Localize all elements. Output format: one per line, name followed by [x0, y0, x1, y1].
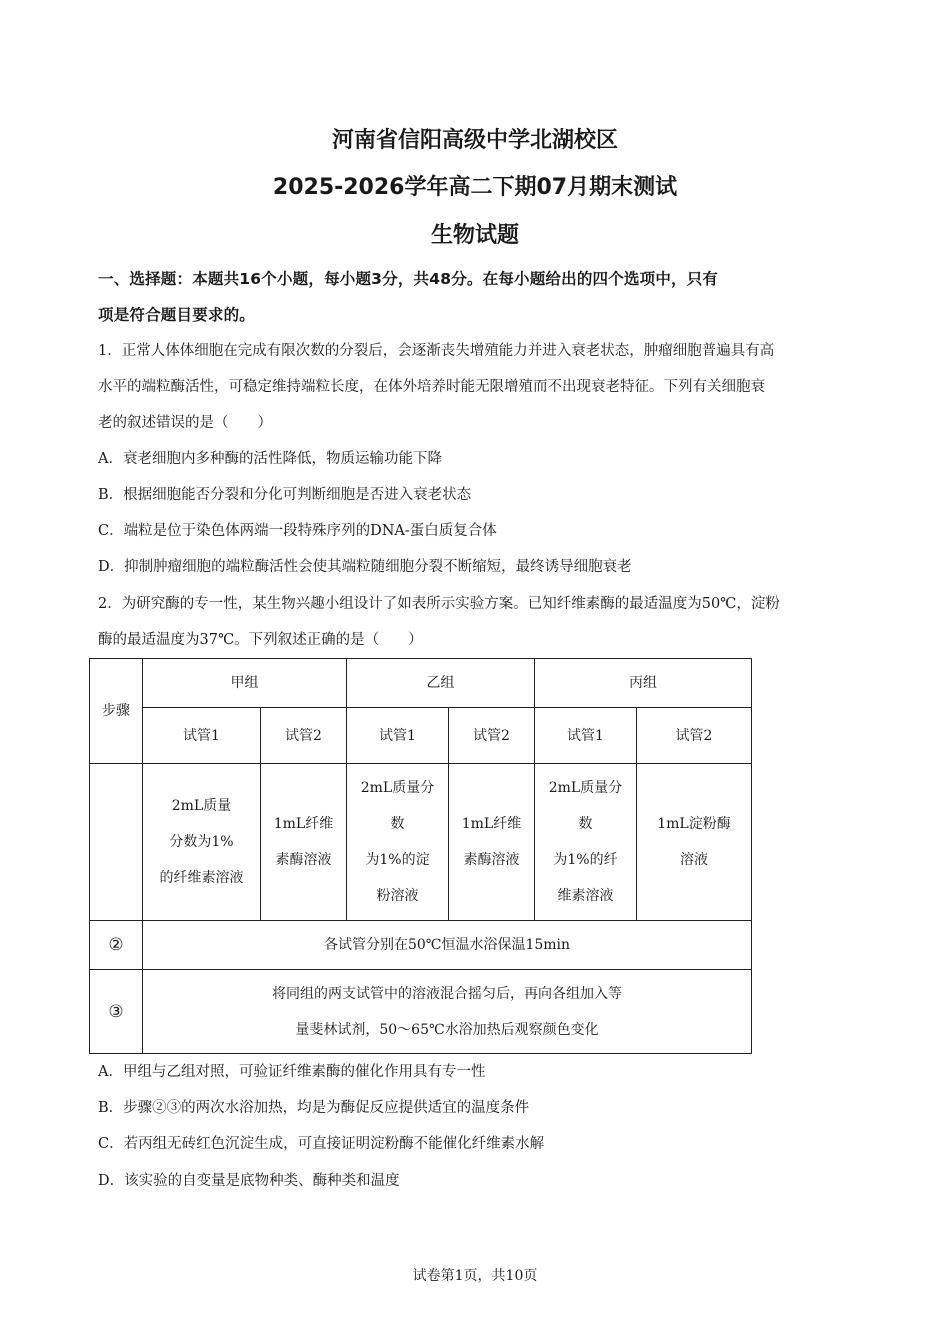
bing-tube1-content	[535, 764, 637, 921]
q1-option-b: B．根据细胞能否分裂和分化可判断细胞是否进入衰老状态	[98, 487, 472, 503]
q1-stem-line3: 老的叙述错误的是（ ）	[98, 415, 272, 431]
subject-title: 生物试题	[430, 223, 519, 248]
bing-tube2-content	[637, 764, 752, 921]
jia-tube1-header: 试管1	[143, 708, 261, 764]
group-bing-header: 丙组	[535, 659, 752, 708]
q2-stem-line1: 2．为研究酶的专一性，某生物兴趣小组设计了如表所示实验方案。已知纤维素酶的最适温度为50℃，淀粉	[98, 596, 780, 612]
step2-number: ②	[90, 921, 143, 970]
cell-line: 1mL纤维	[461, 816, 522, 832]
group-jia-header: 甲组	[143, 659, 347, 708]
cell-line: 为1%的淀	[365, 852, 430, 868]
bing-tube2-header: 试管2	[637, 708, 752, 764]
cell-line: 1mL纤维	[273, 816, 334, 832]
exam-title: 2025-2026学年高二下期07月期末测试	[272, 175, 678, 200]
yi-tube2-header: 试管2	[449, 708, 535, 764]
cell-line: 维素溶液	[557, 888, 614, 904]
cell-line: 2mL质量分	[360, 780, 435, 796]
q2-option-b: B．步骤②③的两次水浴加热，均是为酶促反应提供适宜的温度条件	[98, 1100, 530, 1116]
step1-number-cell	[90, 764, 143, 921]
q2-option-d: D．该实验的自变量是底物种类、酶种类和温度	[98, 1173, 400, 1189]
jia-tube2-content	[261, 764, 347, 921]
q1-option-c: C．端粒是位于染色体两端一段特殊序列的DNA-蛋白质复合体	[98, 523, 497, 539]
school-title: 河南省信阳高级中学北湖校区	[331, 128, 618, 153]
section-heading-line2: 项是符合题目要求的。	[98, 306, 256, 324]
cell-line: 数	[390, 816, 405, 832]
cell-line: 2mL质量	[171, 798, 232, 814]
yi-tube1-header: 试管1	[347, 708, 449, 764]
section-heading-line1: 一、选择题：本题共16个小题，每小题3分，共48分。在每小题给出的四个选项中，只有	[98, 270, 719, 288]
yi-tube1-content	[347, 764, 449, 921]
q1-stem-line1: 1．正常人体体细胞在完成有限次数的分裂后，会逐渐丧失增殖能力并进入衰老状态，肿瘤细胞普遍具有高	[98, 343, 775, 359]
jia-tube1-content	[143, 764, 261, 921]
cell-line: 素酶溶液	[463, 852, 520, 868]
q1-stem-line2: 水平的端粒酶活性，可稳定维持端粒长度，在体外培养时能无限增殖而不出现衰老特征。下列有关细胞衰	[98, 379, 765, 395]
cell-line: 素酶溶液	[275, 852, 332, 868]
cell-line: 的纤维素溶液	[159, 870, 244, 886]
q1-option-d: D．抑制肿瘤细胞的端粒酶活性会使其端粒随细胞分裂不断缩短，最终诱导细胞衰老	[98, 559, 632, 575]
q2-option-c: C．若丙组无砖红色沉淀生成，可直接证明淀粉酶不能催化纤维素水解	[98, 1136, 545, 1152]
cell-line: 为1%的纤	[553, 852, 618, 868]
experiment-table	[89, 658, 752, 1054]
cell-line: 1mL淀粉酶	[657, 816, 731, 832]
page-footer: 试卷第1页，共10页	[412, 1268, 538, 1284]
cell-line: 2mL质量分	[548, 780, 623, 796]
cell-line: 量斐林试剂，50～65℃水浴加热后观察颜色变化	[295, 1021, 599, 1038]
q1-option-a: A．衰老细胞内多种酶的活性降低，物质运输功能下降	[98, 451, 442, 467]
cell-line: 将同组的两支试管中的溶液混合摇匀后，再向各组加入等	[272, 985, 622, 1002]
jia-tube2-header: 试管2	[261, 708, 347, 764]
cell-line: 数	[578, 816, 593, 832]
cell-line: 粉溶液	[376, 888, 419, 904]
cell-line: 分数为1%	[169, 834, 234, 850]
group-yi-header: 乙组	[347, 659, 535, 708]
q2-stem-line2: 酶的最适温度为37℃。下列叙述正确的是（ ）	[98, 632, 423, 648]
yi-tube2-content	[449, 764, 535, 921]
step2-text: 各试管分别在50℃恒温水浴保温15min	[143, 921, 752, 970]
step3-text	[143, 970, 752, 1054]
step3-number: ③	[90, 970, 143, 1054]
step-header-cell: 步骤	[90, 659, 143, 764]
cell-line: 溶液	[680, 852, 708, 868]
bing-tube1-header: 试管1	[535, 708, 637, 764]
q2-option-a: A．甲组与乙组对照，可验证纤维素酶的催化作用具有专一性	[98, 1064, 486, 1080]
